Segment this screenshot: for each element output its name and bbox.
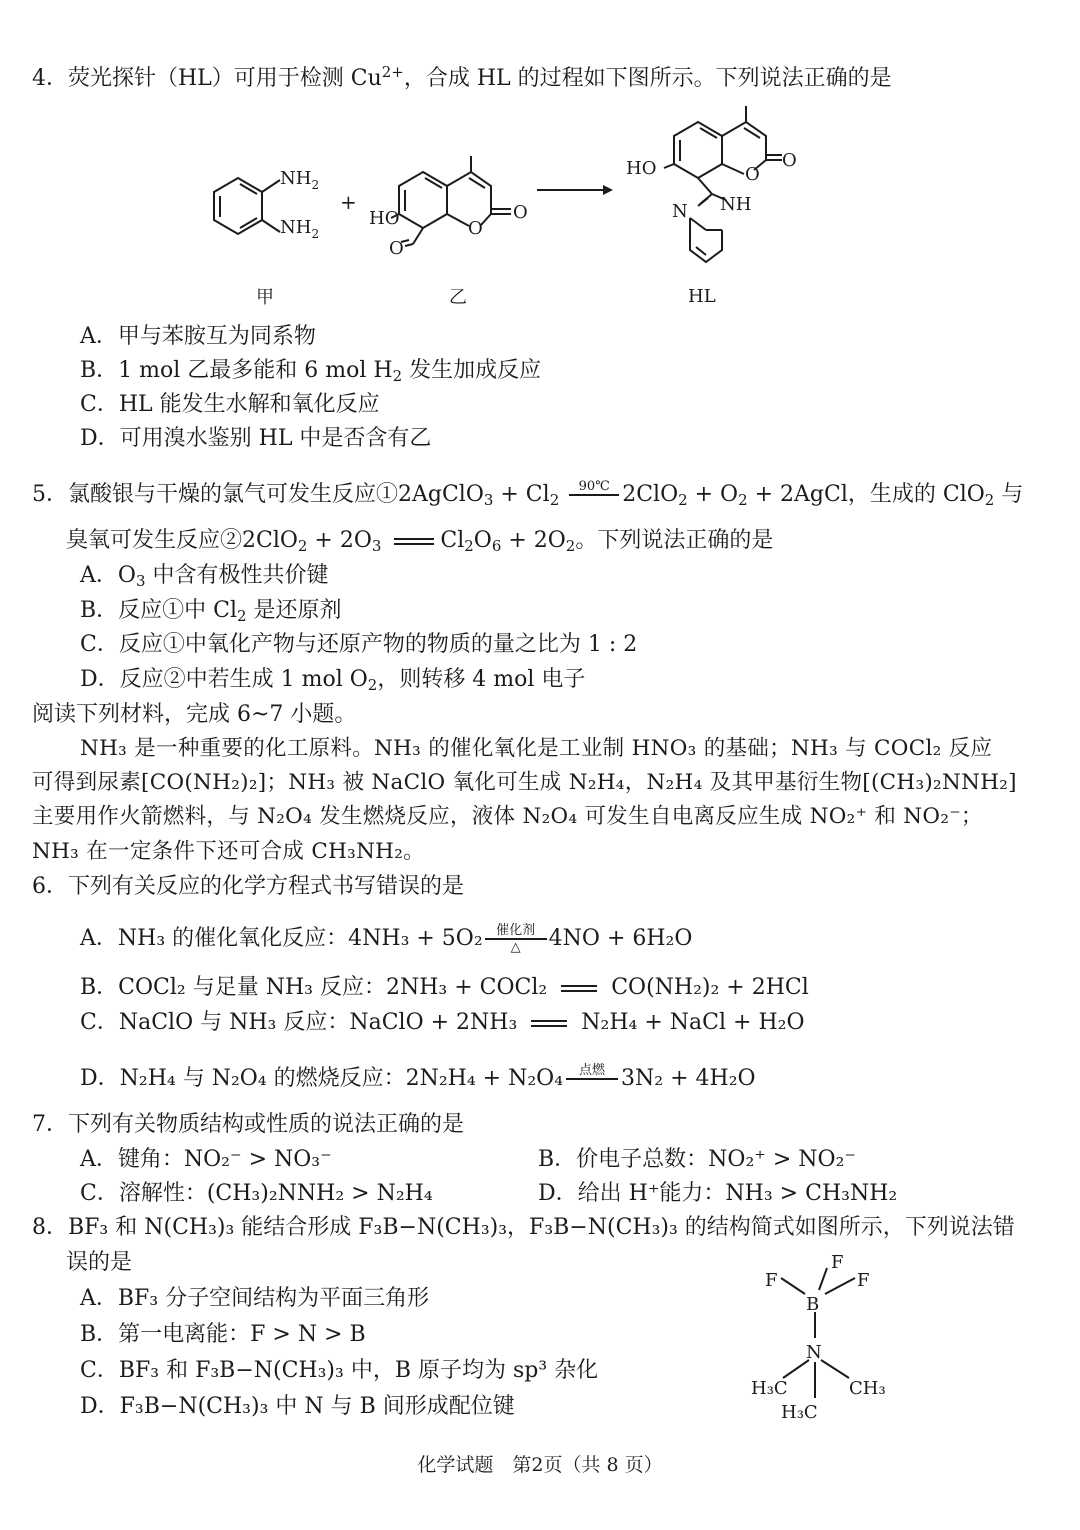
q7-stem: 7．下列有关物质结构或性质的说法正确的是 (32, 1112, 464, 1137)
f3b-nme3-structure (745, 1248, 905, 1428)
svg-text:HO: HO (369, 208, 400, 229)
q8-option-c: C．BF₃ 和 F₃B−N(CH₃)₃ 中，B 原子均为 sp³ 杂化 (80, 1358, 599, 1383)
q5-stem-line2: 臭氧可发生反应②2ClO$_2$ + $2O_3$ $Cl_2O_6 + 2O_2$。下列说法正确的是 (66, 528, 774, 556)
material-line-1: NH₃ 是一种重要的化工原料。NH₃ 的催化氧化是工业制 HNO₃ 的基础；NH₃ 与 COCl₂ 反应 (80, 736, 993, 761)
q7-option-a: A．键角：NO₂⁻ > NO₃⁻ (80, 1147, 332, 1172)
svg-text:N: N (806, 1342, 822, 1363)
q5-option-c: C．反应①中氧化产物与还原产物的物质的量之比为 1 : 2 (80, 632, 638, 657)
q6-d-arrow: 点燃 (566, 1078, 618, 1080)
page-footer: 化学试题 第2页（共 8 页） (417, 1454, 663, 1476)
compound-hl-structure (620, 100, 810, 290)
compound-jia-structure (200, 160, 340, 260)
q5-equal-sign (394, 538, 434, 545)
q6-c-equal (531, 1020, 567, 1027)
q8-stem-line1: 8．BF₃ 和 N(CH₃)₃ 能结合形成 F₃B−N(CH₃)₃，F₃B−N(CH₃)₃ 的结构简式如图所示，下列说法错 (32, 1215, 1015, 1240)
q8-option-a: A．BF₃ 分子空间结构为平面三角形 (80, 1286, 430, 1311)
q4-option-a: A．甲与苯胺互为同系物 (80, 324, 316, 349)
q5-option-d: D．反应②中若生成 1 mol $O_2$，则转移 4 mol 电子 (80, 667, 586, 695)
svg-text:F: F (831, 1252, 844, 1273)
q7-option-c: C．溶解性：(CH₃)₂NNH₂ > N₂H₄ (80, 1181, 433, 1206)
q5-condition-arrow: 90℃ (569, 494, 619, 496)
label-yi: 乙 (449, 287, 467, 308)
q5-stem-line1: 5．氯酸银与干燥的氯气可发生反应①2AgClO$_3$ + $Cl_2$ 90℃ $2ClO_2 + O_2$ + 2AgCl，生成的 ClO$_2$ 与 (32, 479, 1024, 510)
svg-text:NH2: $NH_2$ (280, 168, 320, 192)
svg-text:H₃C: H₃C (781, 1402, 818, 1423)
q4-stem: 4．荧光探针（HL）可用于检测 $Cu^{2+}$，合成 HL 的过程如下图所示。下列说法正确的是 (32, 62, 892, 91)
svg-text:NH2: $NH_2$ (280, 217, 320, 241)
compound-yi-structure (365, 150, 545, 260)
reaction-arrow (535, 180, 615, 200)
svg-text:B: B (806, 1294, 820, 1315)
svg-text:O: O (513, 202, 528, 223)
q6-stem: 6．下列有关反应的化学方程式书写错误的是 (32, 874, 464, 899)
svg-text:F: F (857, 1270, 870, 1291)
q8-option-b: B．第一电离能：F > N > B (80, 1322, 366, 1347)
q7-option-b: B．价电子总数：NO₂⁺ > NO₂⁻ (538, 1147, 857, 1172)
q6-a-arrow: 催化剂 △ (485, 938, 547, 940)
q4-option-c: C．HL 能发生水解和氧化反应 (80, 392, 380, 417)
svg-text:O: O (782, 150, 797, 171)
label-jia: 甲 (256, 287, 274, 308)
q6-option-c: C．NaClO 与 NH₃ 反应：NaClO + 2NH₃ N₂H₄ + NaCl + H₂O (80, 1010, 805, 1035)
q6-option-d: D．N₂H₄ 与 N₂O₄ 的燃烧反应：2N₂H₄ + N₂O₄ 点燃 3N₂ + 4H₂O (80, 1063, 756, 1091)
q6-option-b: B．COCl₂ 与足量 NH₃ 反应：2NH₃ + COCl₂ CO(NH₂)₂ + 2HCl (80, 975, 809, 1000)
q7-option-d: D．给出 H⁺能力：NH₃ > CH₃NH₂ (538, 1181, 898, 1206)
svg-text:O: O (389, 238, 404, 259)
material-intro: 阅读下列材料，完成 6~7 小题。 (32, 702, 357, 727)
plus-sign: + (340, 190, 357, 214)
q6-option-a: A．NH₃ 的催化氧化反应：4NH₃ + 5O₂ 催化剂 △ 4NO + 6H₂O (80, 923, 693, 955)
q5-option-a: A．$O_3$ 中含有极性共价键 (80, 563, 329, 591)
q4-option-b: B．1 mol 乙最多能和 6 mol $H_2$ 发生加成反应 (80, 358, 542, 386)
label-hl: HL (688, 286, 716, 307)
q6-b-equal (561, 985, 597, 992)
q5-option-b: B．反应①中 $Cl_2$ 是还原剂 (80, 598, 342, 626)
material-line-4: NH₃ 在一定条件下还可合成 CH₃NH₂。 (32, 839, 425, 864)
q8-option-d: D．F₃B−N(CH₃)₃ 中 N 与 B 间形成配位键 (80, 1394, 515, 1419)
svg-text:CH₃: CH₃ (849, 1378, 886, 1399)
svg-text:NH: NH (720, 194, 752, 215)
svg-text:HO: HO (626, 158, 657, 179)
svg-text:O: O (745, 164, 760, 185)
q4-option-d: D．可用溴水鉴别 HL 中是否含有乙 (80, 426, 432, 451)
material-line-3: 主要用作火箭燃料，与 N₂O₄ 发生燃烧反应，液体 N₂O₄ 可发生自电离反应生成 NO₂⁺ 和 NO₂⁻； (32, 804, 983, 829)
svg-text:H₃C: H₃C (751, 1378, 788, 1399)
svg-text:F: F (765, 1270, 778, 1291)
q8-stem-line2: 误的是 (66, 1250, 133, 1275)
svg-text:N: N (672, 201, 688, 222)
svg-text:O: O (468, 218, 483, 239)
material-line-2: 可得到尿素[CO(NH₂)₂]；NH₃ 被 NaClO 氧化可生成 N₂H₄，N₂H₄ 及其甲基衍生物[(CH₃)₂NNH₂] (32, 770, 1017, 795)
